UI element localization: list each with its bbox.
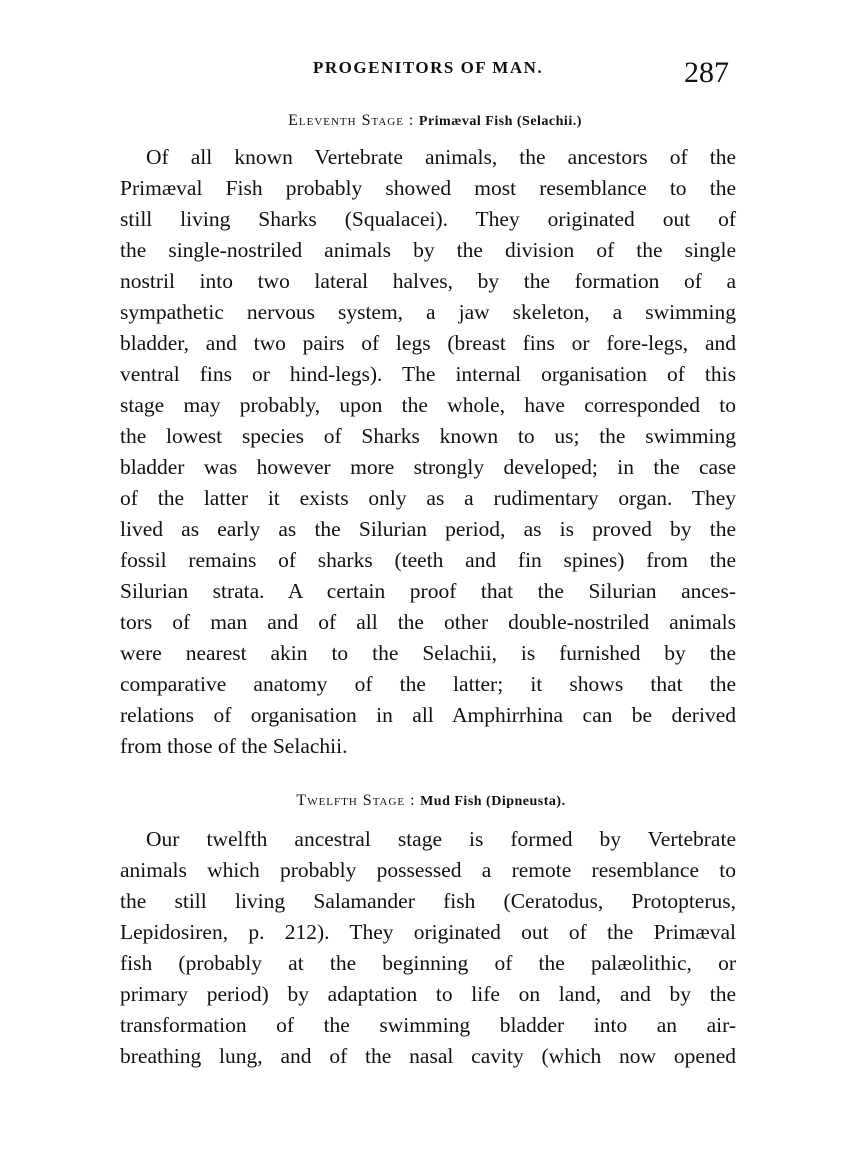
text-line: bladder was however more strongly developed; in the case [120, 455, 736, 479]
section-heading-label: Twelfth Stage : [296, 792, 416, 809]
text-line: sympathetic nervous system, a jaw skeleton, a swimming [120, 300, 736, 324]
text-line: Silurian strata. A certain proof that the Silurian ances- [120, 579, 736, 603]
text-line: tors of man and of all the other double-nostriled animals [120, 610, 736, 634]
text-line: the still living Salamander fish (Ceratodus, Protopterus, [120, 889, 736, 913]
text-line: breathing lung, and of the nasal cavity (which now opened [120, 1044, 736, 1068]
text-line: stage may probably, upon the whole, have corresponded to [120, 393, 736, 417]
text-line: of the latter it exists only as a rudimentary organ. They [120, 486, 736, 510]
text-line: the single-nostriled animals by the division of the single [120, 238, 736, 262]
text-line: bladder, and two pairs of legs (breast fins or fore-legs, and [120, 331, 736, 355]
text-line: Lepidosiren, p. 212). They originated out of the Primæval [120, 920, 736, 944]
text-line: from those of the Selachii. [120, 734, 348, 758]
text-line: comparative anatomy of the latter; it shows that the [120, 672, 736, 696]
text-line: still living Sharks (Squalacei). They originated out of [120, 207, 736, 231]
section-heading-label: Eleventh Stage : [288, 112, 415, 129]
text-line: relations of organisation in all Amphirrhina can be derived [120, 703, 736, 727]
text-line: were nearest akin to the Selachii, is furnished by the [120, 641, 736, 665]
paragraph-eleventh-stage [120, 142, 736, 762]
text-line: fossil remains of sharks (teeth and fin spines) from the [120, 548, 736, 572]
text-line: ventral fins or hind-legs). The internal organisation of this [120, 362, 736, 386]
section-heading-eleventh-stage [0, 112, 850, 130]
text-line: Primæval Fish probably showed most resemblance to the [120, 176, 736, 200]
section-heading-title: Primæval Fish (Selachii.) [418, 114, 582, 129]
text-line: transformation of the swimming bladder into an air- [120, 1013, 736, 1037]
running-head: PROGENITORS OF MAN. [313, 58, 544, 77]
section-heading-twelfth-stage [0, 792, 850, 810]
text-line: nostril into two lateral halves, by the formation of a [120, 269, 736, 293]
text-line: the lowest species of Sharks known to us; the swimming [120, 424, 736, 448]
text-line: fish (probably at the beginning of the palæolithic, or [120, 951, 736, 975]
section-heading-title: Mud Fish (Dipneusta). [420, 794, 566, 809]
paragraph-twelfth-stage [120, 824, 736, 1072]
text-line: primary period) by adaptation to life on land, and by the [120, 982, 736, 1006]
text-line: lived as early as the Silurian period, as is proved by the [120, 517, 736, 541]
text-line: Our twelfth ancestral stage is formed by Vertebrate [146, 827, 736, 851]
page-number: 287 [684, 56, 729, 89]
text-line: Of all known Vertebrate animals, the ancestors of the [146, 145, 736, 169]
text-line: animals which probably possessed a remote resemblance to [120, 858, 736, 882]
